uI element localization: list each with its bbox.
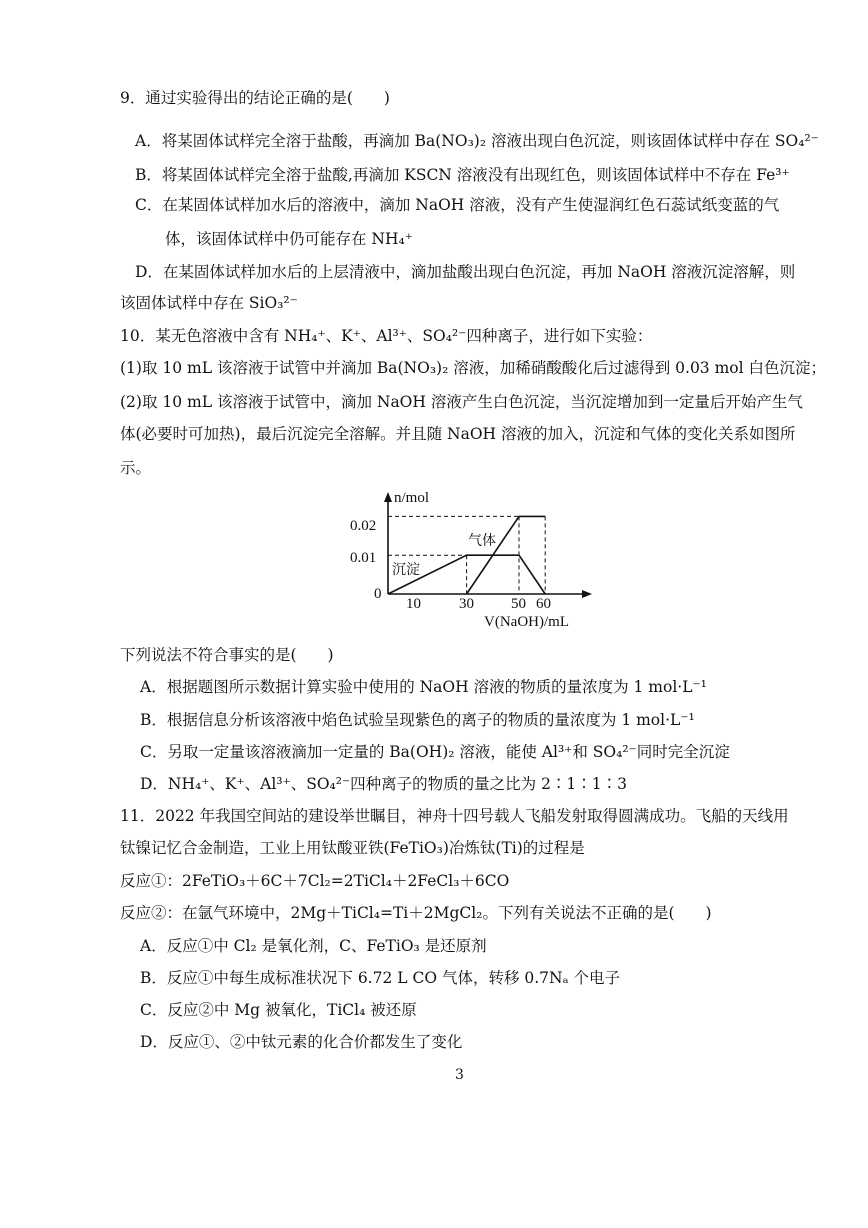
q10-option-c: C．另取一定量该溶液滴加一定量的 Ba(OH)₂ 溶液，能使 Al³⁺和 SO₄²⁻同时完全沉淀 xyxy=(140,743,730,761)
q9-option-d: D．在某固体试样加水后的上层清液中，滴加盐酸出现白色沉淀，再加 NaOH 溶液沉淀溶解，则 xyxy=(135,263,796,281)
q11-option-b: B．反应①中每生成标准状况下 6.72 L CO 气体，转移 0.7Nₐ 个电子 xyxy=(140,969,621,987)
q10-question: 下列说法不符合事实的是( ) xyxy=(120,646,334,664)
y-axis-arrow xyxy=(384,492,392,502)
x-tick-label-60: 60 xyxy=(536,596,551,612)
x-tick-label-30: 30 xyxy=(459,596,474,612)
q9-stem: 9．通过实验得出的结论正确的是( ) xyxy=(120,89,390,107)
x-tick-label-10: 10 xyxy=(406,596,421,612)
graph-svg xyxy=(348,490,598,630)
q11-reaction-1: 反应①：2FeTiO₃＋6C＋7Cl₂=2TiCl₄＋2FeCl₃＋6CO xyxy=(120,872,510,890)
q10-step-1: (1)取 10 mL 该溶液于试管中并滴加 Ba(NO₃)₂ 溶液，加稀硝酸酸化后过滤得到 0.03 mol 白色沉淀； xyxy=(120,359,827,377)
y-tick-label-0: 0 xyxy=(374,586,382,602)
series-label-gas: 气体 xyxy=(468,533,496,549)
q10-option-a: A．根据题图所示数据计算实验中使用的 NaOH 溶液的物质的量浓度为 1 mol·L⁻¹ xyxy=(140,678,707,696)
q10-stem: 10．某无色溶液中含有 NH₄⁺、K⁺、Al³⁺、SO₄²⁻四种离子，进行如下实验： xyxy=(120,327,653,345)
x-tick-label-50: 50 xyxy=(511,596,526,612)
y-tick-label-0.01: 0.01 xyxy=(350,550,377,566)
x-axis-arrow xyxy=(582,590,592,598)
precipitate-gas-graph xyxy=(348,490,598,630)
page-number: 3 xyxy=(455,1067,464,1083)
y-tick-label-0.02: 0.02 xyxy=(350,518,377,534)
q10-step-2: (2)取 10 mL 该溶液于试管中，滴加 NaOH 溶液产生白色沉淀，当沉淀增加到一定量后开始产生气 xyxy=(120,393,803,411)
q11-stem-line-1: 11．2022 年我国空间站的建设举世瞩目，神舟十四号载人飞船发射取得圆满成功。飞船的天线用 xyxy=(120,807,789,825)
q9-option-d-cont: 该固体试样中存在 SiO₃²⁻ xyxy=(120,294,298,312)
q11-option-c: C．反应②中 Mg 被氧化，TiCl₄ 被还原 xyxy=(140,1001,417,1019)
q9-option-b: B．将某固体试样完全溶于盐酸,再滴加 KSCN 溶液没有出现红色，则该固体试样中不存在 Fe³⁺ xyxy=(135,166,790,184)
series-label-precipitate: 沉淀 xyxy=(392,562,420,578)
q11-option-d: D．反应①、②中钛元素的化合价都发生了变化 xyxy=(140,1033,463,1051)
q9-option-c-cont: 体，该固体试样中仍可能存在 NH₄⁺ xyxy=(165,230,413,248)
q10-step-2-end: 示。 xyxy=(120,459,152,477)
y-axis-label: n/mol xyxy=(394,490,430,506)
q10-step-2-cont: 体(必要时可加热)，最后沉淀完全溶解。并且随 NaOH 溶液的加入，沉淀和气体的变化关系如图所 xyxy=(120,425,796,443)
q11-option-a: A．反应①中 Cl₂ 是氧化剂，C、FeTiO₃ 是还原剂 xyxy=(140,937,487,955)
q10-option-d: D．NH₄⁺、K⁺、Al³⁺、SO₄²⁻四种离子的物质的量之比为 2∶1∶1∶3 xyxy=(140,775,628,793)
q11-reaction-2: 反应②：在氩气环境中，2Mg＋TiCl₄=Ti＋2MgCl₂。下列有关说法不正确的是( ) xyxy=(120,904,712,922)
q9-option-a: A．将某固体试样完全溶于盐酸，再滴加 Ba(NO₃)₂ 溶液出现白色沉淀，则该固体试样中存在 SO₄²⁻ xyxy=(135,132,819,150)
q10-option-b: B．根据信息分析该溶液中焰色试验呈现紫色的离子的物质的量浓度为 1 mol·L⁻¹ xyxy=(140,711,695,729)
q11-stem-line-2: 钛镍记忆合金制造，工业上用钛酸亚铁(FeTiO₃)冶炼钛(Ti)的过程是 xyxy=(120,839,585,857)
q9-option-c: C．在某固体试样加水后的溶液中，滴加 NaOH 溶液，没有产生使湿润红色石蕊试纸变蓝的气 xyxy=(135,196,780,214)
x-axis-label: V(NaOH)/mL xyxy=(484,614,569,630)
